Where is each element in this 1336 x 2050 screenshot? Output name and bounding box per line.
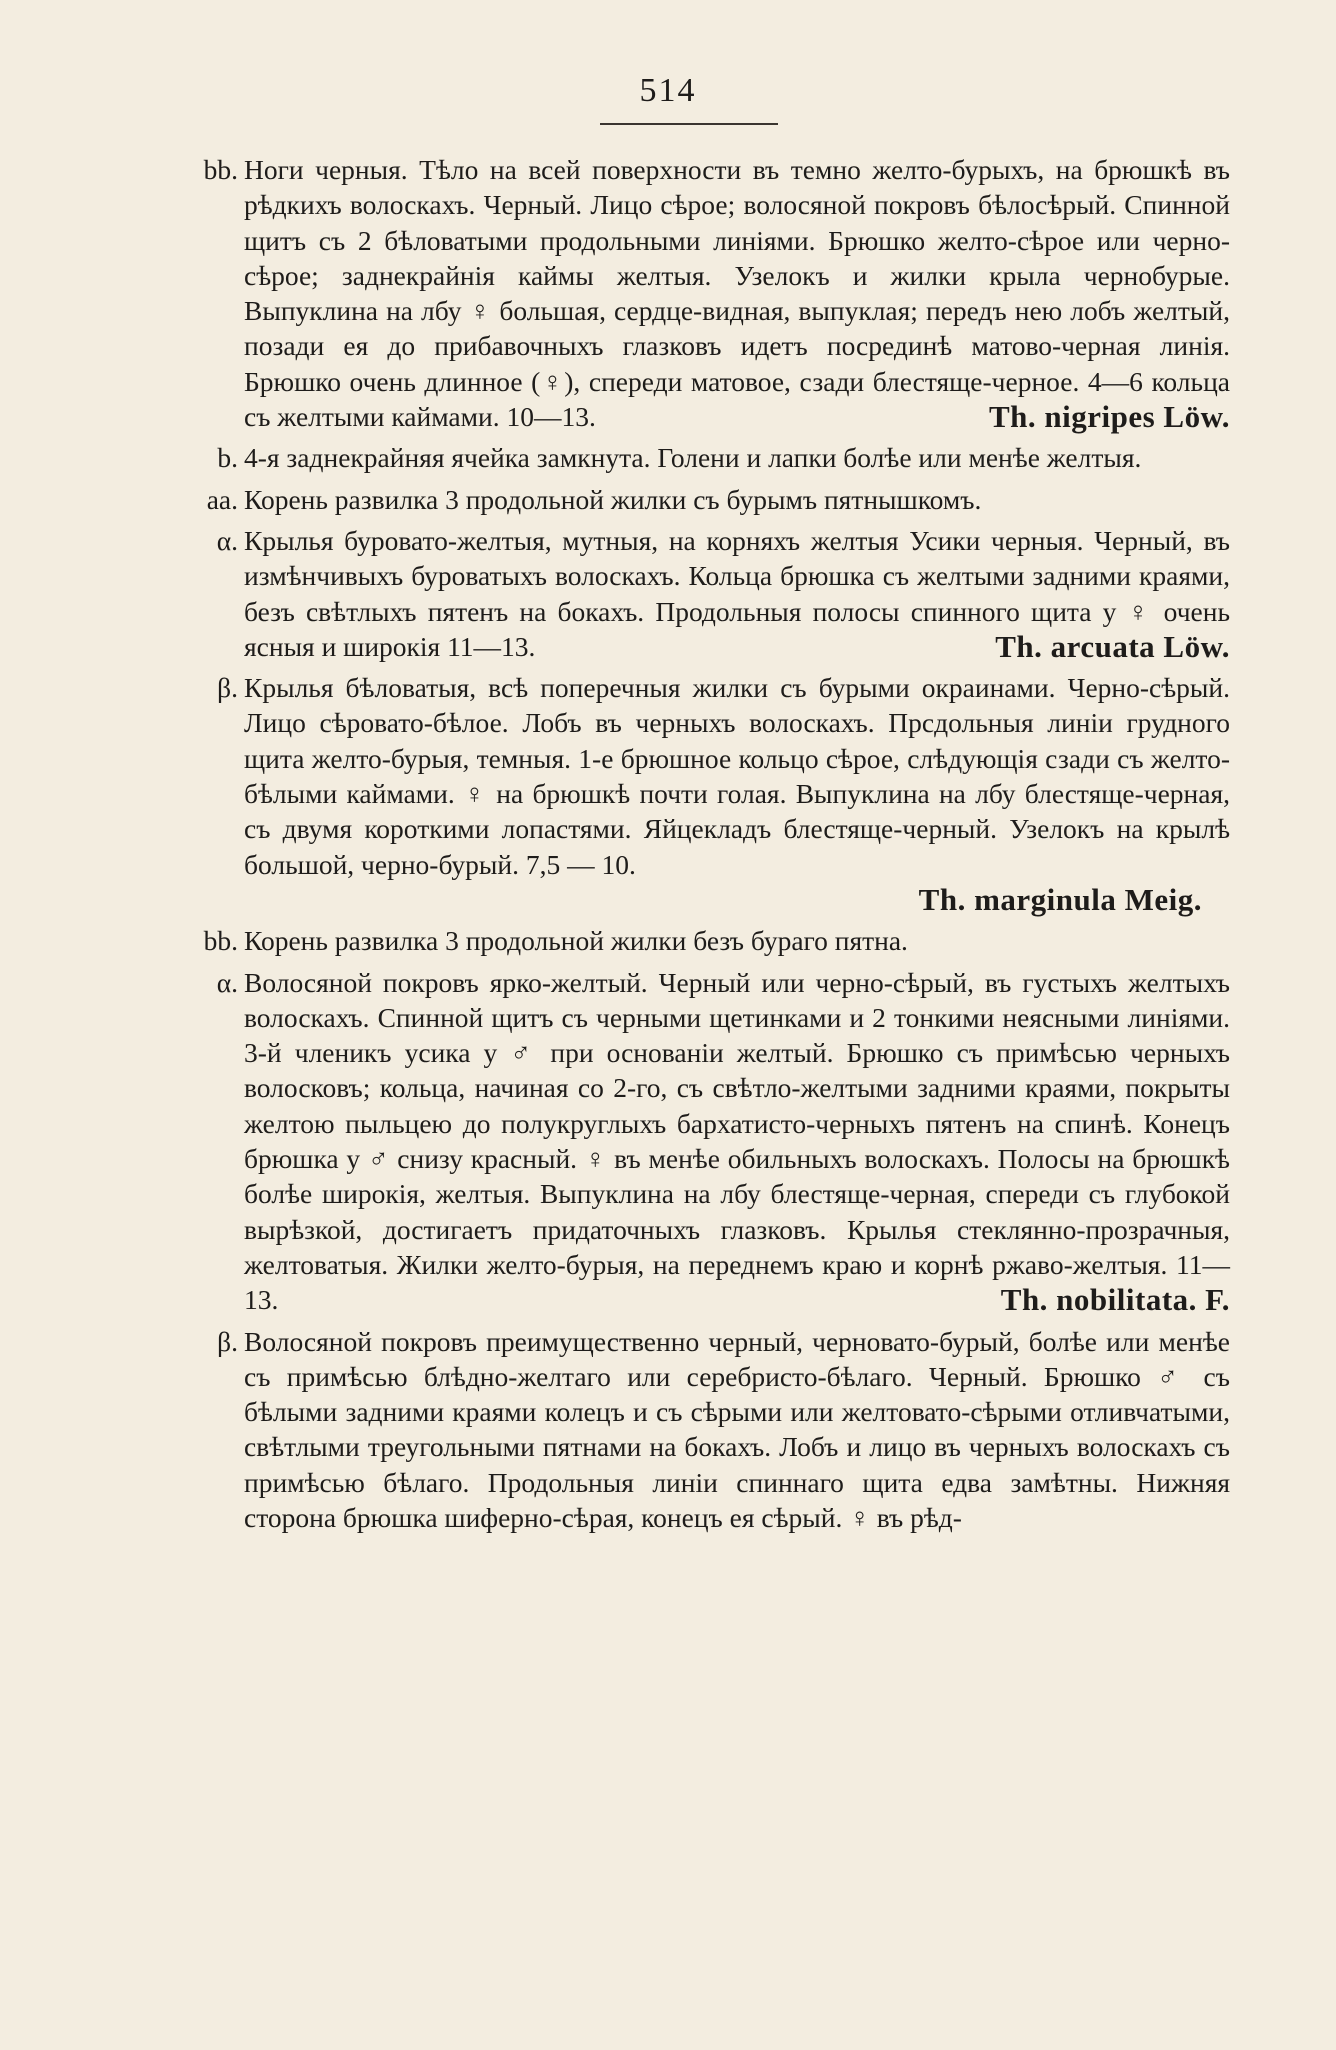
entry-text: Крылья буровато-желтыя, мутныя, на корняхъ желтыя Усики черныя. Черный, въ измѣнчивыхъ буроватыхъ волоскахъ. Кольца брюшка съ желтыми задними краями, безъ свѣтлыхъ пятенъ на бокахъ. Продольныя полосы спинного щита у ♀ очень ясныя и широкія 11—13. — [244, 524, 1230, 662]
entry-marker: bb. — [203, 154, 238, 185]
header-rule — [600, 123, 778, 125]
entry-marker: α. — [216, 524, 238, 556]
key-entry — [176, 440, 1230, 475]
entry-marker: b. — [217, 442, 238, 474]
species-name: Th. nigripes Löw. — [988, 399, 1230, 435]
key-entry — [176, 1324, 1230, 1536]
key-entry — [176, 523, 1230, 664]
key-entry — [176, 152, 1230, 434]
page-content — [176, 152, 1230, 1541]
entry-marker: bb. — [203, 925, 238, 957]
key-entry — [176, 670, 1230, 917]
entry-text: Крылья бѣловатыя, всѣ поперечныя жилки съ бурыми окраинами. Черно-сѣрый. Лицо сѣровато-бѣлое. Лобъ въ черныхъ волоскахъ. Прсдольныя линіи грудного щита желто-бурыя, темныя. 1-е брюшное кольцо сѣрое, слѣдующія сзади съ желто-бѣлыми каймами. ♀ на брюшкѣ почти голая. Выпуклина на лбу блестяще-черная, съ двумя короткими лопастями. Яйцекладъ блестяще-черный. Узелокъ на крылѣ большой, черно-бурый. 7,5 — 10. — [244, 672, 1230, 880]
entry-marker: α. — [216, 966, 238, 998]
entry-marker: aa. — [206, 483, 238, 515]
entry-text: Корень развилка 3 продольной жилки безъ бураго пятна. — [244, 925, 908, 957]
entry-text: 4-я заднекрайняя ячейка замкнута. Голени и лапки болѣе или менѣе желтыя. — [244, 442, 1142, 474]
entry-marker: β. — [217, 1325, 238, 1357]
key-entry — [176, 923, 1230, 958]
entry-text: Ноги черныя. Тѣло на всей поверхности въ темно желто-бурыхъ, на брюшкѣ въ рѣдкихъ волоскахъ. Черный. Лицо сѣрое; волосяной покровъ бѣлосѣрый. Спинной щитъ съ 2 бѣловатыми продольными линіями. Брюшко желто-сѣрое или черно-сѣрое; заднекрайнія каймы желтыя. Узелокъ и жилки крыла чернобурые. Выпуклина на лбу ♀ большая, сердце-видная, выпуклая; передъ нею лобъ желтый, позади ея до прибавочныхъ глазковъ идетъ посрединѣ матово-черная линія. Брюшко очень длинное (♀), спереди матовое, сзади блестяще-черное. 4—6 кольца съ желтыми каймами. 10—13. — [244, 154, 1230, 433]
entry-text: Волосяной покровъ ярко-желтый. Черный или черно-сѣрый, въ густыхъ желтыхъ волоскахъ. Спинной щитъ съ черными щетинками и 2 тонкими неясными линіями. 3-й членикъ усика у ♂ при основаніи желтый. Брюшко съ примѣсью черныхъ волосковъ; кольца, начиная со 2-го, съ свѣтло-желтыми задними краями, покрыты желтою пыльцею до полукруглыхъ бархатисто-черныхъ пятенъ на спинѣ. Конецъ брюшка у ♂ снизу красный. ♀ въ менѣе обильныхъ волоскахъ. Полосы на брюшкѣ болѣе широкія, желтыя. Выпуклина на лбу блестяще-черная, спереди съ глубокой вырѣзкой, достигаетъ придаточныхъ глазковъ. Крылья стеклянно-прозрачныя, желтоватыя. Жилки желто-бурыя, на переднемъ краю и корнѣ ржаво-желтыя. 11—13. — [244, 966, 1230, 1316]
entry-text: Корень развилка 3 продольной жилки съ бурымъ пятнышкомъ. — [244, 483, 982, 515]
page-number: 514 — [639, 72, 697, 109]
key-entry — [176, 482, 1230, 517]
species-name: Th. arcuata Löw. — [995, 628, 1230, 664]
species-name: Th. nobilitata. F. — [1000, 1282, 1230, 1318]
entry-text: Волосяной покровъ преимущественно черный, черновато-бурый, болѣе или менѣе съ примѣсью блѣдно-желтаго или серебристо-бѣлаго. Черный. Брюшко ♂ съ бѣлыми задними краями колецъ и съ сѣрыми или желтовато-сѣрыми отливчатыми, свѣтлыми треугольными пятнами на бокахъ. Лобъ и лицо въ черныхъ волоскахъ съ примѣсью бѣлаго. Продольныя линіи спиннаго щита едва замѣтны. Нижняя сторона брюшка шиферно-сѣрая, конецъ ея сѣрый. ♀ въ рѣд- — [244, 1325, 1230, 1533]
species-name: Th. marginula Meig. — [918, 881, 1202, 917]
key-entry — [176, 965, 1230, 1318]
entry-marker: β. — [217, 672, 238, 704]
